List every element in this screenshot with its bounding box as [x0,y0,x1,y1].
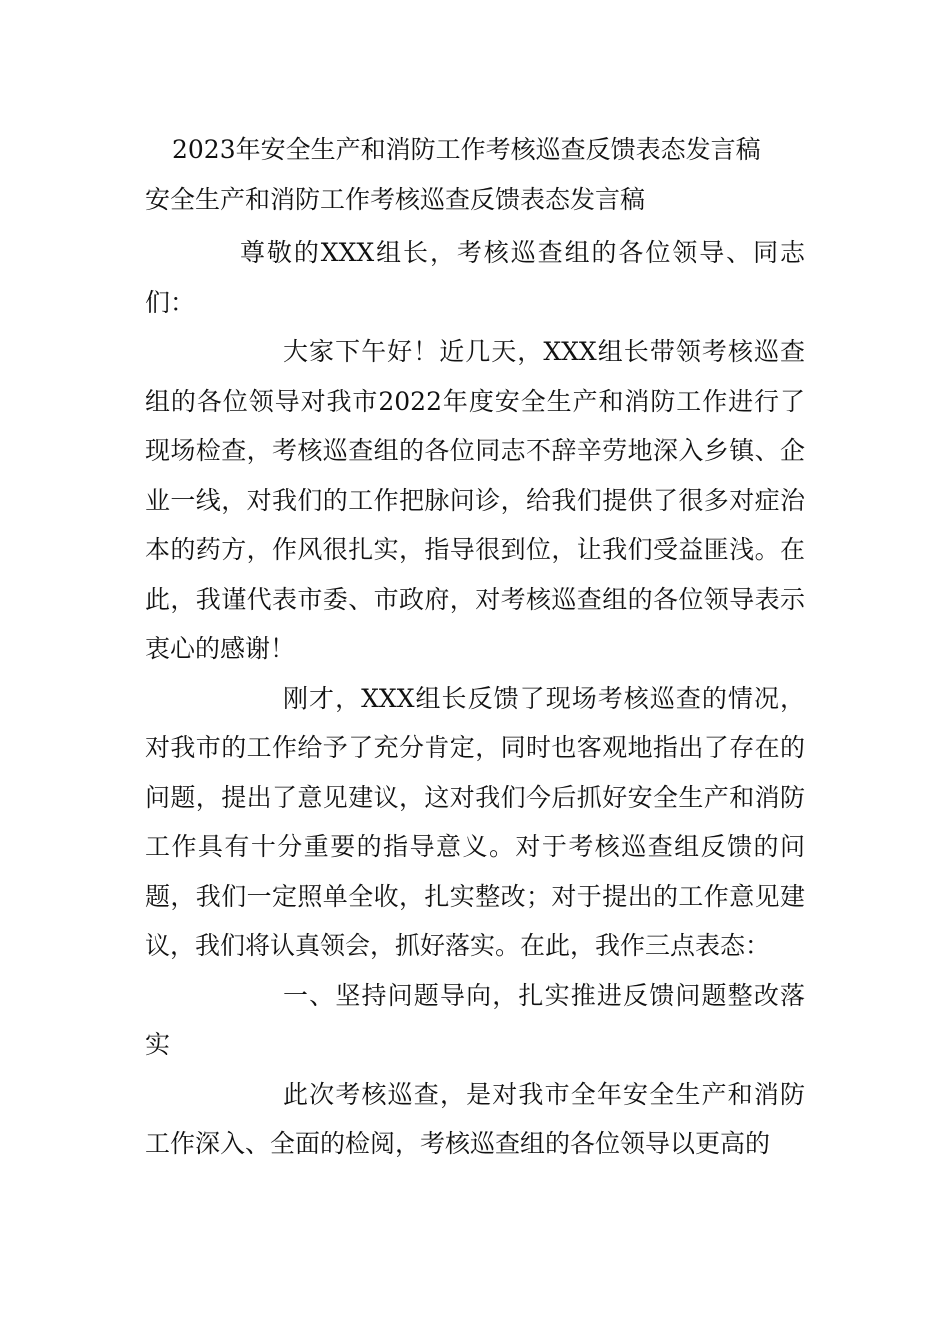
document-subtitle: 安全生产和消防工作考核巡查反馈表态发言稿 [145,185,646,214]
section-heading: 一、坚持问题导向，扎实推进反馈问题整改落实 [145,980,805,1059]
greeting-paragraph: 尊敬的XXX组长，考核巡查组的各位领导、同志们： [145,238,805,317]
body-paragraph: 此次考核巡查，是对我市全年安全生产和消防工作深入、全面的检阅，考核巡查组的各位领导以更高的 [145,1079,805,1158]
document-title: 2023年安全生产和消防工作考核巡查反馈表态发言稿 [172,135,761,164]
body-paragraph: 刚才，XXX组长反馈了现场考核巡查的情况，对我市的工作给予了充分肯定，同时也客观地指出了存在的问题，提出了意见建议，这对我们今后抓好安全生产和消防工作具有十分重要的指导意义。对于考核巡查组反馈的问题，我们一定照单全收，扎实整改；对于提出的工作意见建议，我们将认真领会，抓好落实。在此，我作三点表态： [145,683,805,960]
document-body [145,228,805,1169]
body-paragraph: 大家下午好！近几天，XXX组长带领考核巡查组的各位领导对我市2022年度安全生产和消防工作进行了现场检查，考核巡查组的各位同志不辞辛劳地深入乡镇、企业一线，对我们的工作把脉问诊，给我们提供了很多对症治本的药方，作风很扎实，指导很到位，让我们受益匪浅。在此，我谨代表市委、市政府，对考核巡查组的各位领导表示衷心的感谢！ [145,337,805,663]
